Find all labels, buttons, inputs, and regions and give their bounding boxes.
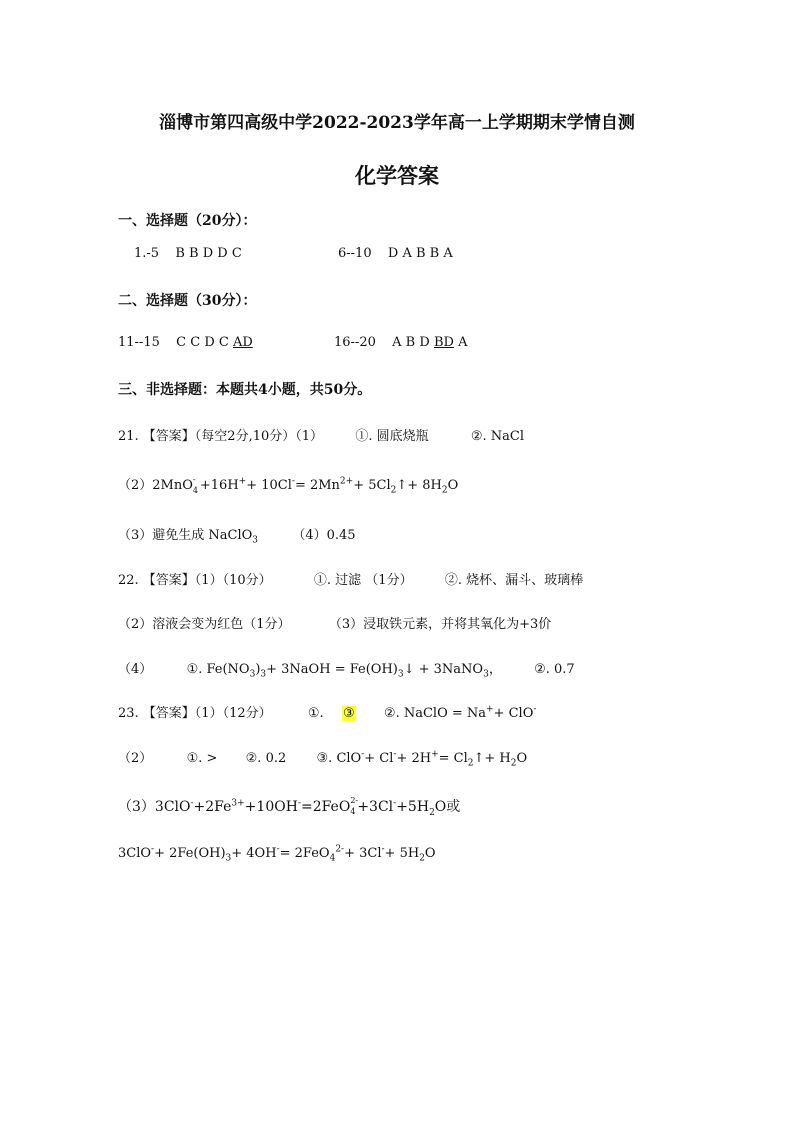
q23-eq3-part2: +2Fe	[193, 799, 232, 815]
q23-answer-1-label: ①.	[307, 706, 324, 721]
q21-eq-part7: O	[447, 478, 459, 493]
q21-line1	[118, 425, 524, 444]
q16-20-range: 16--20	[334, 335, 376, 350]
page-subtitle: 化学答案	[355, 163, 439, 188]
section2-heading: 二、选择题（30分）：	[118, 293, 257, 309]
q23-eq4-part3: + 4OH	[231, 846, 277, 861]
q23-prefix: 23. 【答案】（1）（12分）	[118, 706, 272, 721]
section2-row1	[118, 335, 253, 350]
q22-eq-part1: ①. Fe(NO	[186, 662, 250, 677]
charge-stack: 2- 4	[350, 796, 359, 816]
q23-eq3-part7: O或	[434, 799, 461, 815]
q23-eq-part3: + 2H	[396, 751, 432, 766]
q1-5-answers: B B D D C	[175, 246, 242, 261]
q23-eq4-part1: 3ClO	[118, 846, 152, 861]
q23-eq4-part7: O	[424, 846, 436, 861]
page-title: 淄博市第四高级中学2022-2023学年高一上学期期末学情自测	[159, 113, 635, 133]
q23-eq4-part6: + 5H	[384, 846, 420, 861]
q23-answer-3: ①. >	[186, 751, 218, 766]
section1-heading: 一、选择题（20分）：	[118, 213, 257, 229]
q21-eq-part2: +16H	[199, 478, 239, 493]
section2-row2	[334, 335, 467, 350]
q23-eq3-part4: =2FeO	[300, 799, 351, 815]
q22-prefix: 22. 【答案】（1）（10分）	[118, 573, 272, 588]
q19-answer: BD	[433, 335, 454, 350]
q21-answer-3: （3）避免生成 NaClO	[118, 528, 253, 543]
q23-line4: $3ClO^-+ 2Fe(OH)_3+ 4OH^-= 2FeO_4^{2-}+ 3Cl^-+ 5H_2O$	[118, 844, 436, 864]
q23-answer-4: ②. 0.2	[245, 751, 287, 766]
q23-sub-2: （2）	[118, 751, 153, 766]
q22-eq-part2: )	[255, 662, 261, 677]
section1-row1	[134, 246, 242, 261]
section3-heading: 三、非选择题：本题共4小题，共50分。	[118, 382, 372, 398]
charge-stack: - 4	[192, 474, 198, 495]
q6-10-range: 6--10	[338, 246, 372, 261]
q22-line3: （4） ①. $Fe(NO_3)_3+$ 3NaOH = $Fe(OH)_3↓$ + 3NaNO$_3$， ②. 0.7	[118, 662, 575, 680]
q23-eq-part1: ③. ClO	[316, 751, 362, 766]
q21-eq-part4: = 2Mn	[294, 478, 340, 493]
q21-prefix: 21. 【答案】（每空2分,10分）（1）	[118, 429, 324, 444]
q22-eq-part4: ↓ + 3NaNO	[403, 662, 484, 677]
q23-eq3-part1: （3）3ClO	[118, 799, 191, 815]
q22-sub-4: （4）	[118, 662, 153, 677]
q21-eq-part5: + 5Cl	[353, 478, 391, 493]
section1-row2	[338, 246, 453, 261]
q20-answer: A	[458, 335, 468, 350]
q23-line2: （2） ①. > ②. 0.2 ③. $ClO^-+ Cl^-+ 2H^+= Cl_2↑+ H_2O$	[118, 749, 528, 769]
q23-answer-2b: + ClO	[493, 706, 534, 721]
q21-eq-part6: ↑+ 8H	[396, 478, 442, 493]
q22-line1	[118, 569, 583, 588]
q21-line3: （3）避免生成 NaClO$_3$ （4）0.45	[118, 528, 356, 546]
q22-answer-3: （2）溶液会变为红色（1分）	[118, 617, 291, 632]
q23-answer-1-highlight: ③	[342, 706, 355, 721]
q22-eq-part5: ，	[488, 662, 502, 677]
q23-line1: 23. 【答案】（1）（12分） ①. ③ ②. NaClO = Na++ ClO-	[118, 704, 537, 721]
q22-answer-2: ②. 烧杯、漏斗、玻璃棒	[444, 573, 584, 588]
q15-answer: AD	[232, 335, 253, 350]
q22-answer-4: （3）浸取铁元素，并将其氧化为+3价	[328, 617, 552, 632]
q11-15-answers: C C D C	[176, 335, 229, 350]
q23-eq-part6: O	[516, 751, 528, 766]
q16-18-answers: A B D	[392, 335, 430, 350]
q22-answer-6: ②. 0.7	[534, 662, 575, 677]
q23-eq3-part3: +10OH	[244, 799, 298, 815]
q1-5-range: 1.-5	[134, 246, 160, 261]
q23-eq4-part4: = 2FeO	[279, 846, 330, 861]
q21-eq-part1: （2）2MnO	[118, 478, 193, 493]
q23-eq3-part6: +5H	[396, 799, 430, 815]
q23-answer-2a: ②. NaClO = Na	[383, 706, 487, 721]
q21-answer-2: ②. NaCl	[470, 429, 525, 444]
q6-10-answers: D A B B A	[387, 246, 453, 261]
q21-line2: （2）2MnO - 4 $+16H^++ 10Cl^-= 2Mn^{2+}+$ $5Cl_2↑+ 8H_2O$	[118, 474, 459, 496]
q23-eq-part2: + Cl	[364, 751, 394, 766]
q23-line3: $(3)3ClO^-+2Fe^{3+}+10OH^-=2FeO$ 2- 4 $+3Cl^-+5H_2O$或	[118, 796, 461, 818]
q23-eq-part5: ↑+ H	[473, 751, 511, 766]
q22-line2	[118, 613, 551, 632]
q21-answer-1: ①. 圆底烧瓶	[355, 429, 429, 444]
q23-eq4-part5: + 3Cl	[344, 846, 382, 861]
q11-15-range: 11--15	[118, 335, 160, 350]
q22-answer-1: ①. 过滤 （1分）	[313, 573, 413, 588]
q23-eq-part4: = Cl	[438, 751, 468, 766]
q23-eq4-part2: + 2Fe(OH)	[154, 846, 226, 861]
q21-eq-part3: + 10Cl	[246, 478, 292, 493]
q23-eq3-part5: +3Cl	[357, 799, 394, 815]
q21-answer-4: （4）0.45	[292, 528, 356, 543]
q22-eq-part3: + 3NaOH = Fe(OH)	[266, 662, 398, 677]
